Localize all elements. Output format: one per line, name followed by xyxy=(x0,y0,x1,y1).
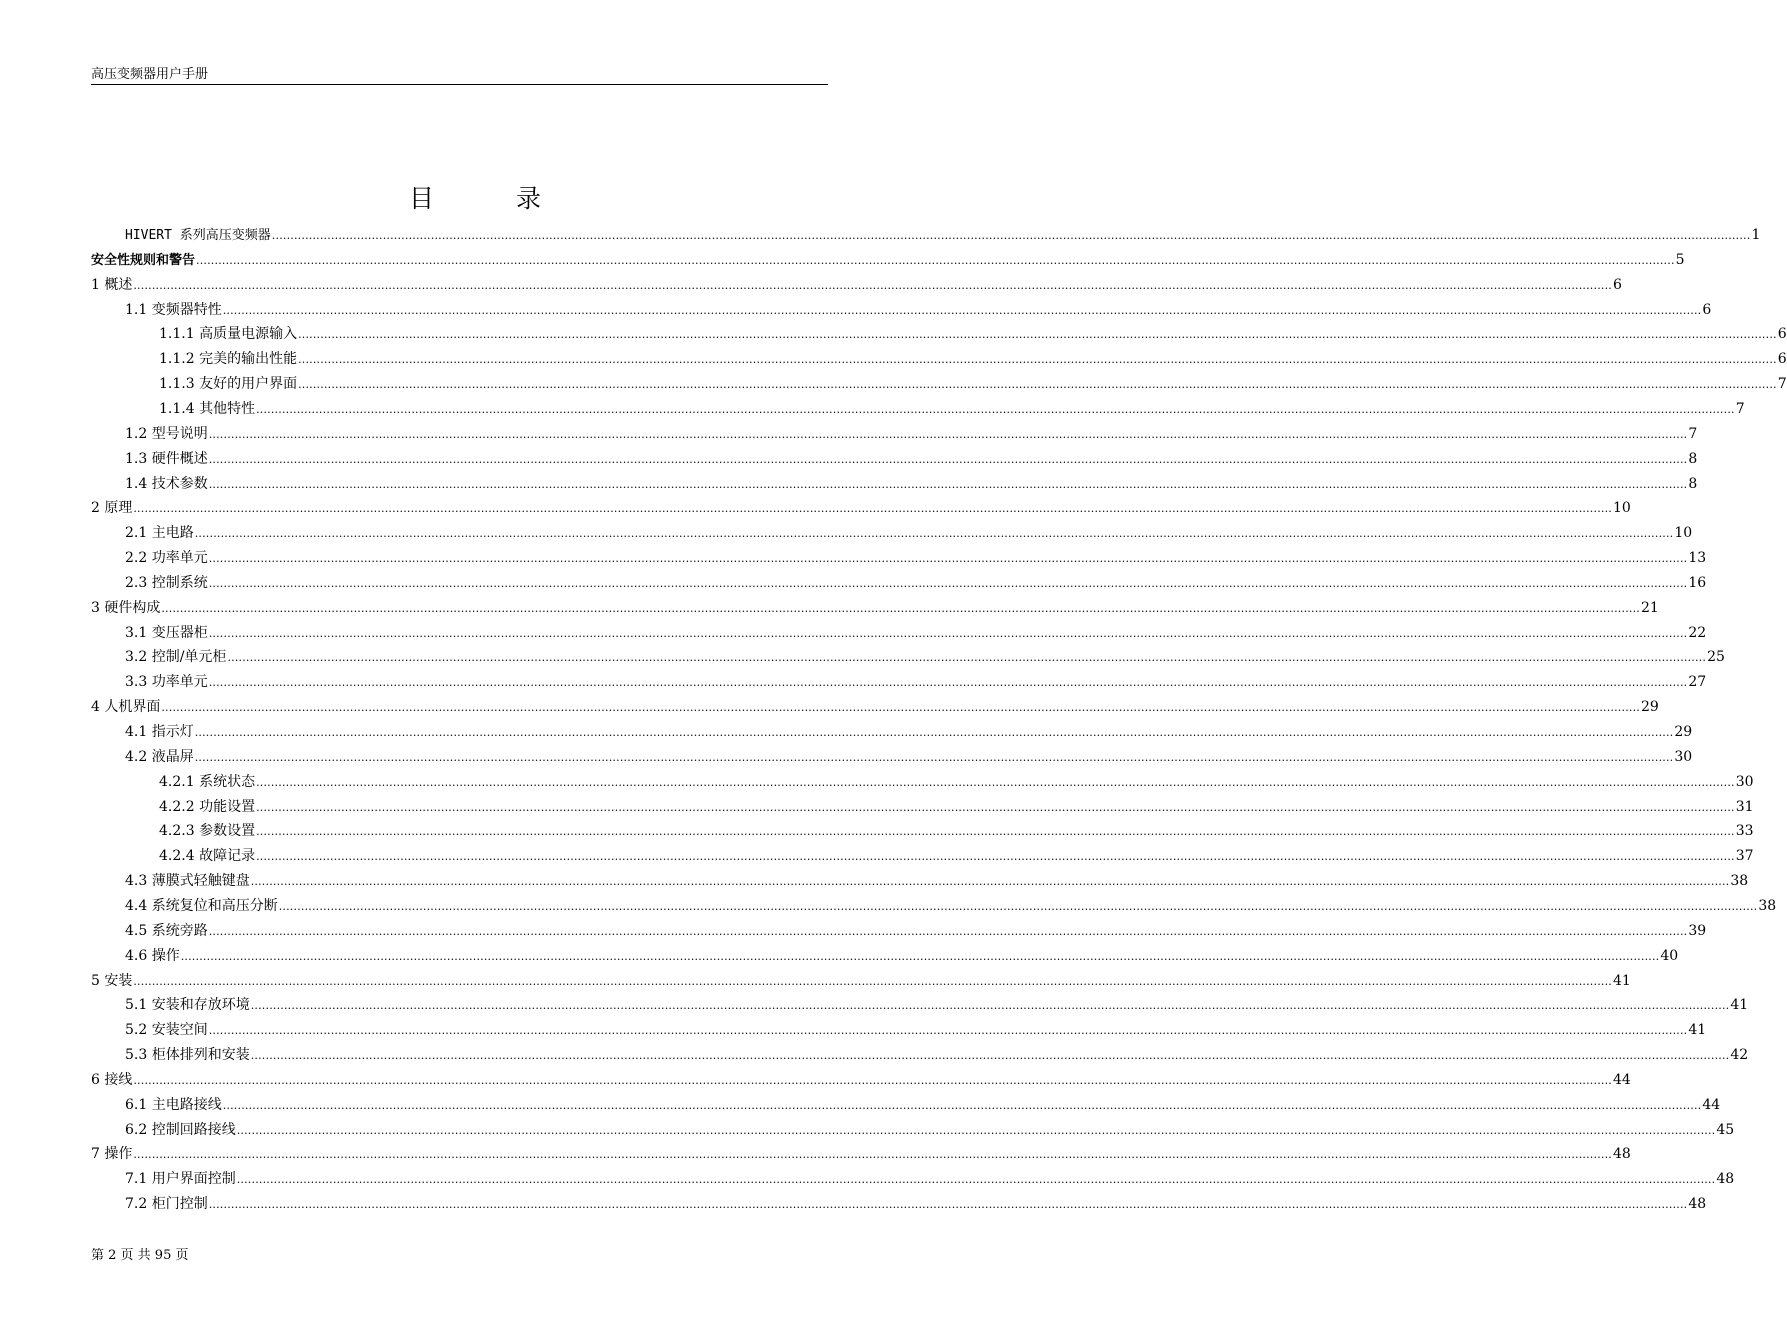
toc-title-right: 录 xyxy=(516,184,542,213)
toc-entry[interactable] xyxy=(125,623,1707,643)
toc-entry[interactable] xyxy=(91,697,1659,717)
toc-entry[interactable] xyxy=(125,300,1712,320)
toc-entry[interactable] xyxy=(91,1070,1631,1090)
toc-entry[interactable] xyxy=(159,797,1754,817)
toc-entry-page: 41 xyxy=(1688,1022,1707,1039)
toc-leader-dots: ................................................................................................................................................................................................................................................................................................................................................................................................................ xyxy=(133,974,1612,988)
toc-entry-page: 44 xyxy=(1613,1071,1631,1088)
toc-entry-label: 4.6 操作 xyxy=(125,947,180,964)
toc-leader-dots: ................................................................................................................................................................................................................................................................................................................................................................................................................ xyxy=(250,1049,1730,1063)
toc-entry-label: 4.3 薄膜式轻触键盘 xyxy=(125,873,250,890)
toc-leader-dots: ................................................................................................................................................................................................................................................................................................................................................................................................................ xyxy=(227,651,1707,665)
toc-entry-page: 44 xyxy=(1702,1096,1721,1113)
toc-leader-dots: ................................................................................................................................................................................................................................................................................................................................................................................................................ xyxy=(161,601,1640,615)
toc-entry[interactable] xyxy=(159,374,1787,394)
toc-entry-page: 29 xyxy=(1674,724,1693,740)
toc-leader-dots: ................................................................................................................................................................................................................................................................................................................................................................................................................ xyxy=(271,229,1751,242)
toc-entry-label: 5.3 柜体排列和安装 xyxy=(125,1047,250,1064)
toc-entry[interactable] xyxy=(159,399,1745,419)
toc-leader-dots: ................................................................................................................................................................................................................................................................................................................................................................................................................ xyxy=(236,1173,1716,1187)
toc-entry[interactable] xyxy=(125,722,1693,742)
toc-entry-label: 1 概述 xyxy=(91,276,133,293)
toc-entry[interactable] xyxy=(125,647,1725,667)
toc-entry[interactable] xyxy=(125,548,1707,568)
toc-entry-page: 21 xyxy=(1641,599,1659,616)
toc-entry-page: 7 xyxy=(1777,376,1787,393)
toc-entry-page: 27 xyxy=(1688,674,1707,691)
toc-leader-dots: ................................................................................................................................................................................................................................................................................................................................................................................................................ xyxy=(180,949,1660,963)
toc-entry-label: 7 操作 xyxy=(91,1146,133,1163)
toc-entry-page: 10 xyxy=(1613,500,1631,517)
toc-entry-label: 4.2.4 故障记录 xyxy=(159,848,256,865)
toc-entry-label: 安全性规则和警告 xyxy=(91,252,196,268)
toc-entry-label: 4.2.3 参数设置 xyxy=(159,823,256,840)
toc-entry-page: 7 xyxy=(1735,400,1745,417)
toc-entry-label: 4.2.2 功能设置 xyxy=(159,798,256,815)
toc-entry-page: 31 xyxy=(1735,798,1754,815)
toc-entry[interactable] xyxy=(125,1120,1735,1140)
toc-leader-dots: ................................................................................................................................................................................................................................................................................................................................................................................................................ xyxy=(256,825,1735,839)
toc-title-left: 目 xyxy=(408,184,434,213)
toc-leader-dots: ................................................................................................................................................................................................................................................................................................................................................................................................................ xyxy=(208,1024,1688,1038)
toc-entry-label: 4.5 系统旁路 xyxy=(125,922,208,939)
toc-leader-dots: ................................................................................................................................................................................................................................................................................................................................................................................................................ xyxy=(208,452,1688,466)
toc-entry-label: 1.4 技术参数 xyxy=(125,475,208,492)
toc-entry-page: 41 xyxy=(1730,997,1749,1014)
toc-entry[interactable] xyxy=(125,573,1707,593)
toc-entry-label: 4 人机界面 xyxy=(91,699,161,716)
toc-leader-dots: ................................................................................................................................................................................................................................................................................................................................................................................................................ xyxy=(236,1123,1716,1137)
toc-entry-label: HIVERT 系列高压变频器 xyxy=(125,228,271,243)
toc-entry-page: 33 xyxy=(1735,823,1754,840)
toc-leader-dots: ................................................................................................................................................................................................................................................................................................................................................................................................................ xyxy=(133,502,1612,516)
toc-entry-label: 6 接线 xyxy=(91,1071,133,1088)
toc-entry[interactable] xyxy=(159,772,1754,792)
toc-entry[interactable] xyxy=(125,995,1749,1015)
toc-leader-dots: ................................................................................................................................................................................................................................................................................................................................................................................................................ xyxy=(133,278,1612,292)
toc-entry-page: 38 xyxy=(1758,897,1777,914)
toc-entry[interactable] xyxy=(125,672,1707,692)
toc-entry-label: 7.1 用户界面控制 xyxy=(125,1171,236,1188)
toc-entry-page: 29 xyxy=(1641,699,1659,716)
toc-entry-page: 6 xyxy=(1702,301,1712,318)
toc-entry-label: 7.2 柜门控制 xyxy=(125,1196,208,1213)
toc-entry-label: 2.1 主电路 xyxy=(125,525,194,542)
toc-leader-dots: ................................................................................................................................................................................................................................................................................................................................................................................................................ xyxy=(208,1198,1688,1212)
toc-entry[interactable] xyxy=(125,921,1707,941)
toc-entry[interactable] xyxy=(159,821,1754,841)
toc-entry-label: 4.2 液晶屏 xyxy=(125,748,194,765)
toc-leader-dots: ................................................................................................................................................................................................................................................................................................................................................................................................................ xyxy=(133,1148,1612,1162)
toc-entry-page: 22 xyxy=(1688,624,1707,641)
toc-leader-dots: ................................................................................................................................................................................................................................................................................................................................................................................................................ xyxy=(278,899,1758,913)
toc-entry-label: 5 安装 xyxy=(91,972,133,989)
toc-leader-dots: ................................................................................................................................................................................................................................................................................................................................................................................................................ xyxy=(208,676,1688,690)
toc-leader-dots: ................................................................................................................................................................................................................................................................................................................................................................................................................ xyxy=(298,353,1777,367)
toc-entry-label: 5.1 安装和存放环境 xyxy=(125,997,250,1014)
toc-entry[interactable] xyxy=(91,498,1631,518)
toc-entry-page: 30 xyxy=(1735,773,1754,790)
toc-entry-page: 37 xyxy=(1735,848,1754,865)
toc-entry[interactable] xyxy=(125,946,1679,966)
toc-entry-label: 4.2.1 系统状态 xyxy=(159,773,256,790)
toc-leader-dots: ................................................................................................................................................................................................................................................................................................................................................................................................................ xyxy=(256,800,1735,814)
toc-entry[interactable] xyxy=(125,449,1698,469)
toc-leader-dots: ................................................................................................................................................................................................................................................................................................................................................................................................................ xyxy=(256,775,1735,789)
toc-entry-page: 42 xyxy=(1730,1047,1749,1064)
toc-entry[interactable] xyxy=(125,1194,1707,1214)
toc-leader-dots: ................................................................................................................................................................................................................................................................................................................................................................................................................ xyxy=(208,552,1688,566)
toc-entry-page: 38 xyxy=(1730,873,1749,890)
toc-entry[interactable] xyxy=(125,225,1761,245)
toc-entry-page: 45 xyxy=(1716,1121,1735,1138)
toc-entry-label: 2.2 功率单元 xyxy=(125,550,208,567)
toc-leader-dots: ................................................................................................................................................................................................................................................................................................................................................................................................................ xyxy=(208,477,1688,491)
toc-entry-label: 3 硬件构成 xyxy=(91,599,161,616)
toc-entry-label: 6.1 主电路接线 xyxy=(125,1096,222,1113)
toc-entry[interactable] xyxy=(91,275,1622,295)
toc-entry[interactable] xyxy=(91,1144,1631,1164)
toc-leader-dots: ................................................................................................................................................................................................................................................................................................................................................................................................................ xyxy=(194,726,1674,739)
toc-entry[interactable] xyxy=(159,349,1787,369)
toc-leader-dots: ................................................................................................................................................................................................................................................................................................................................................................................................................ xyxy=(256,850,1735,864)
toc-leader-dots: ................................................................................................................................................................................................................................................................................................................................................................................................................ xyxy=(196,253,1675,267)
toc-entry[interactable] xyxy=(125,871,1749,891)
toc-entry[interactable] xyxy=(125,523,1693,543)
toc-entry-label: 1.1.4 其他特性 xyxy=(159,400,256,417)
toc-leader-dots: ................................................................................................................................................................................................................................................................................................................................................................................................................ xyxy=(133,1073,1612,1087)
toc-leader-dots: ................................................................................................................................................................................................................................................................................................................................................................................................................ xyxy=(222,1098,1702,1112)
toc-entry-label: 2.3 控制系统 xyxy=(125,574,208,591)
toc-entry-page: 6 xyxy=(1777,351,1787,368)
toc-entry[interactable] xyxy=(125,747,1693,767)
toc-leader-dots: ................................................................................................................................................................................................................................................................................................................................................................................................................ xyxy=(194,750,1674,764)
toc-entry-page: 30 xyxy=(1674,748,1693,765)
toc-leader-dots: ................................................................................................................................................................................................................................................................................................................................................................................................................ xyxy=(208,626,1688,640)
toc-entry[interactable] xyxy=(91,598,1659,618)
running-header: 高压变频器用户手册 xyxy=(91,66,828,85)
toc-entry[interactable] xyxy=(125,1020,1707,1040)
toc-entry-label: 5.2 安装空间 xyxy=(125,1022,208,1039)
toc-entry[interactable] xyxy=(91,971,1631,991)
toc-entry[interactable] xyxy=(159,846,1754,866)
toc-entry-page: 48 xyxy=(1688,1196,1707,1213)
toc-entry-page: 1 xyxy=(1751,227,1761,243)
toc-leader-dots: ................................................................................................................................................................................................................................................................................................................................................................................................................ xyxy=(250,875,1730,889)
toc-entry[interactable] xyxy=(125,1095,1721,1115)
toc-entry[interactable] xyxy=(125,424,1698,444)
toc-entry-label: 1.1.2 完美的输出性能 xyxy=(159,351,298,368)
toc-entry-page: 8 xyxy=(1688,475,1698,492)
toc-entry-page: 16 xyxy=(1688,574,1707,591)
toc-entry-label: 4.4 系统复位和高压分断 xyxy=(125,897,278,914)
toc-entry-page: 6 xyxy=(1613,276,1622,293)
toc-entry-page: 5 xyxy=(1675,251,1685,268)
toc-leader-dots: ................................................................................................................................................................................................................................................................................................................................................................................................................ xyxy=(208,576,1688,590)
toc-leader-dots: ................................................................................................................................................................................................................................................................................................................................................................................................................ xyxy=(208,924,1688,938)
toc-entry-page: 8 xyxy=(1688,450,1698,467)
toc-entry-page: 48 xyxy=(1613,1146,1631,1163)
toc-leader-dots: ................................................................................................................................................................................................................................................................................................................................................................................................................ xyxy=(208,427,1688,441)
toc-entry-label: 2 原理 xyxy=(91,500,133,517)
toc-entry[interactable] xyxy=(125,1169,1735,1189)
toc-entry-page: 6 xyxy=(1777,326,1787,343)
toc-entry-label: 4.1 指示灯 xyxy=(125,724,194,740)
toc-title xyxy=(0,182,950,216)
toc-entry-label: 1.1.3 友好的用户界面 xyxy=(159,376,298,393)
toc-leader-dots: ................................................................................................................................................................................................................................................................................................................................................................................................................ xyxy=(298,328,1777,342)
toc-entry-page: 41 xyxy=(1613,972,1631,989)
toc-leader-dots: ................................................................................................................................................................................................................................................................................................................................................................................................................ xyxy=(256,402,1735,416)
toc-entry-label: 6.2 控制回路接线 xyxy=(125,1121,236,1138)
toc-entry-label: 1.2 型号说明 xyxy=(125,425,208,442)
toc-entry-page: 13 xyxy=(1688,550,1707,567)
toc-entry-page: 39 xyxy=(1688,922,1707,939)
toc-entry-label: 3.2 控制/单元柜 xyxy=(125,649,227,666)
toc-entry-label: 1.3 硬件概述 xyxy=(125,450,208,467)
toc-entry-page: 7 xyxy=(1688,425,1698,442)
toc-entry-label: 3.1 变压器柜 xyxy=(125,624,208,641)
toc-leader-dots: ................................................................................................................................................................................................................................................................................................................................................................................................................ xyxy=(298,378,1777,392)
toc-entry-page: 25 xyxy=(1707,649,1725,666)
toc-entry-label: 1.1 变频器特性 xyxy=(125,301,222,318)
toc-entry-label: 3.3 功率单元 xyxy=(125,674,208,691)
toc-leader-dots: ................................................................................................................................................................................................................................................................................................................................................................................................................ xyxy=(194,527,1674,541)
toc-entry-label: 1.1.1 高质量电源输入 xyxy=(159,326,298,343)
toc-leader-dots: ................................................................................................................................................................................................................................................................................................................................................................................................................ xyxy=(222,303,1702,317)
toc-entry[interactable] xyxy=(91,250,1685,270)
toc-entry-page: 48 xyxy=(1716,1171,1735,1188)
toc-entry[interactable] xyxy=(125,896,1777,916)
toc-leader-dots: ................................................................................................................................................................................................................................................................................................................................................................................................................ xyxy=(161,701,1640,715)
toc-leader-dots: ................................................................................................................................................................................................................................................................................................................................................................................................................ xyxy=(250,999,1730,1013)
toc-entry[interactable] xyxy=(125,1045,1749,1065)
toc-entry[interactable] xyxy=(159,324,1787,344)
toc-entry-page: 40 xyxy=(1660,947,1679,964)
toc-entry[interactable] xyxy=(125,474,1698,494)
page-footer: 第 2 页 共 95 页 xyxy=(91,1248,189,1263)
toc-entry-page: 10 xyxy=(1674,525,1693,542)
